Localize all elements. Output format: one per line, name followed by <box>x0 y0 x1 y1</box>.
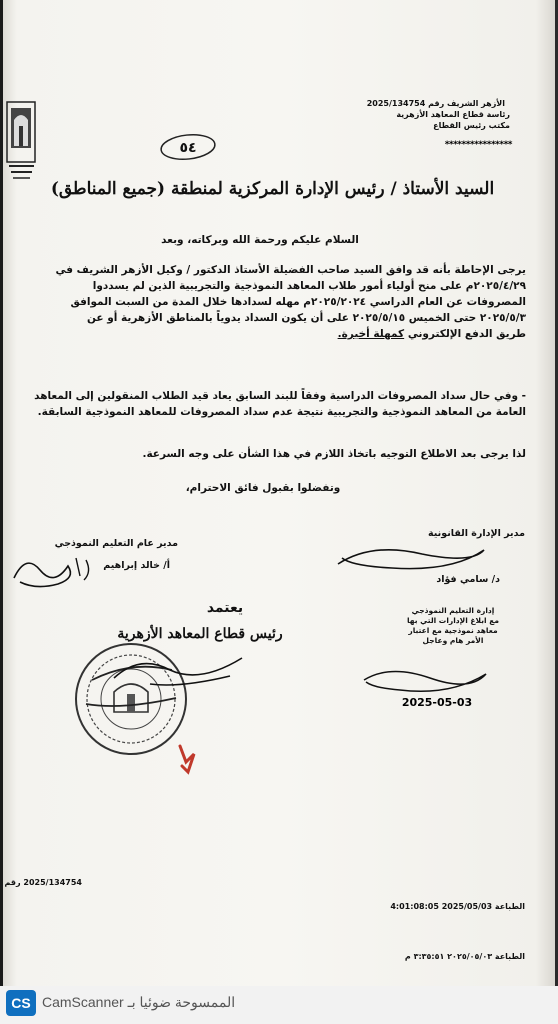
greeting: السلام عليكم ورحمة الله وبركاته، وبعد <box>161 234 359 246</box>
right-signature-name: د/ سامي فؤاد <box>436 574 500 585</box>
paragraph-line <box>20 326 526 342</box>
left-signature-title: مدير عام التعليم النموذجي <box>54 538 178 549</box>
paragraph-line: يرجى الإحاطة بأنه قد وافق السيد صاحب الفضيلة الأستاذ الدكتور / وكيل الأزهر الشريف في <box>55 264 526 276</box>
note-line: إدارة التعليم النموذجي <box>411 606 495 615</box>
note-line: معاهد نموذجية مع اعتبار <box>408 626 498 635</box>
camscanner-label: الممسوحة ضوئيا بـ CamScanner <box>42 994 236 1010</box>
reference-number: الأزهر الشريف رقم 2025/134754 <box>366 99 505 108</box>
circled-number-text: ٥٤ <box>179 140 197 156</box>
note-signature-scribble <box>360 660 490 696</box>
bottom-reference: 2025/134754 رقم <box>4 878 82 887</box>
note-line: مع ابلاغ الإدارات التي بها <box>406 616 500 625</box>
stars-divider: **************** <box>444 140 512 150</box>
paragraph-1 <box>20 262 526 342</box>
note-line: الأمر هام وعاجل <box>422 636 484 645</box>
note-date: 2025-05-03 <box>401 696 473 709</box>
closing-line: وتفضلوا بقبول فائق الاحترام، <box>185 482 341 494</box>
org-line: رئاسة قطاع المعاهد الأزهرية <box>396 110 510 119</box>
paragraph-line: - وفي حال سداد المصروفات الدراسية وفقاً للبند السابق يعاد قيد الطلاب المنقولين إلى المعاهد <box>34 390 526 402</box>
organization-name <box>380 109 510 131</box>
paragraph-2 <box>20 388 526 420</box>
azhar-emblem-icon <box>4 100 38 184</box>
paragraph-3: لذا يرجى بعد الاطلاع التوجيه باتخاذ اللازم في هذا الشأن على وجه السرعة. <box>142 448 526 460</box>
camscanner-logo-icon: CS <box>6 990 36 1016</box>
print-timestamp-1: الطباعة 2025/05/03 4:01:08:05 <box>390 902 525 911</box>
paragraph-line: المصروفات عن العام الدراسي ٢٠٢٥/٢٠٢٤م مهله لسدادها خلال المدة من السبت الموافق <box>70 296 526 308</box>
handwritten-note <box>388 606 518 646</box>
right-signature-scribble <box>332 540 492 574</box>
final-extension-text: كمهلة أخيرة. <box>337 328 405 340</box>
approval-signature-scribble <box>110 648 250 692</box>
scan-edge-left <box>0 0 3 1024</box>
approve-label: يعتمد <box>206 600 244 616</box>
approve-title: رئيس قطاع المعاهد الأزهرية <box>117 626 283 642</box>
red-ink-mark <box>172 742 200 778</box>
left-signature-name: أ/ خالد إبراهيم <box>103 560 170 571</box>
letter-title: السيد الأستاذ / رئيس الإدارة المركزية لمنطقة (جميع المناطق) <box>50 179 495 199</box>
paragraph-line: العامة من المعاهد النموذجية والتجريبية نتيجة عدم سداد المصروفات للمعاهد النموذجية السابقة. <box>37 406 526 418</box>
right-signature-title: مدير الإدارة القانونية <box>428 528 525 539</box>
org-line: مكتب رئيس القطاع <box>433 121 510 130</box>
paragraph-line-start: طريق الدفع الإلكتروني <box>407 328 526 340</box>
paragraph-line: ٢٠٢٥/٥/٣ حتى الخميس ٢٠٢٥/٥/١٥ على أن يكون السداد يدوياً بالمناطق الأزهرية أو عن <box>86 312 526 324</box>
circled-number <box>158 132 218 162</box>
paragraph-line: ٢٠٢٥/٤/٢٩م على منح أولياء أمور طلاب المعاهد النموذجية والتجريبية الذين لم يسددوا <box>92 280 526 292</box>
print-timestamp-2: الطباعة ٢٠٢٥/٠٥/٠٣ ٣:٣٥:٥١ م <box>404 952 525 961</box>
